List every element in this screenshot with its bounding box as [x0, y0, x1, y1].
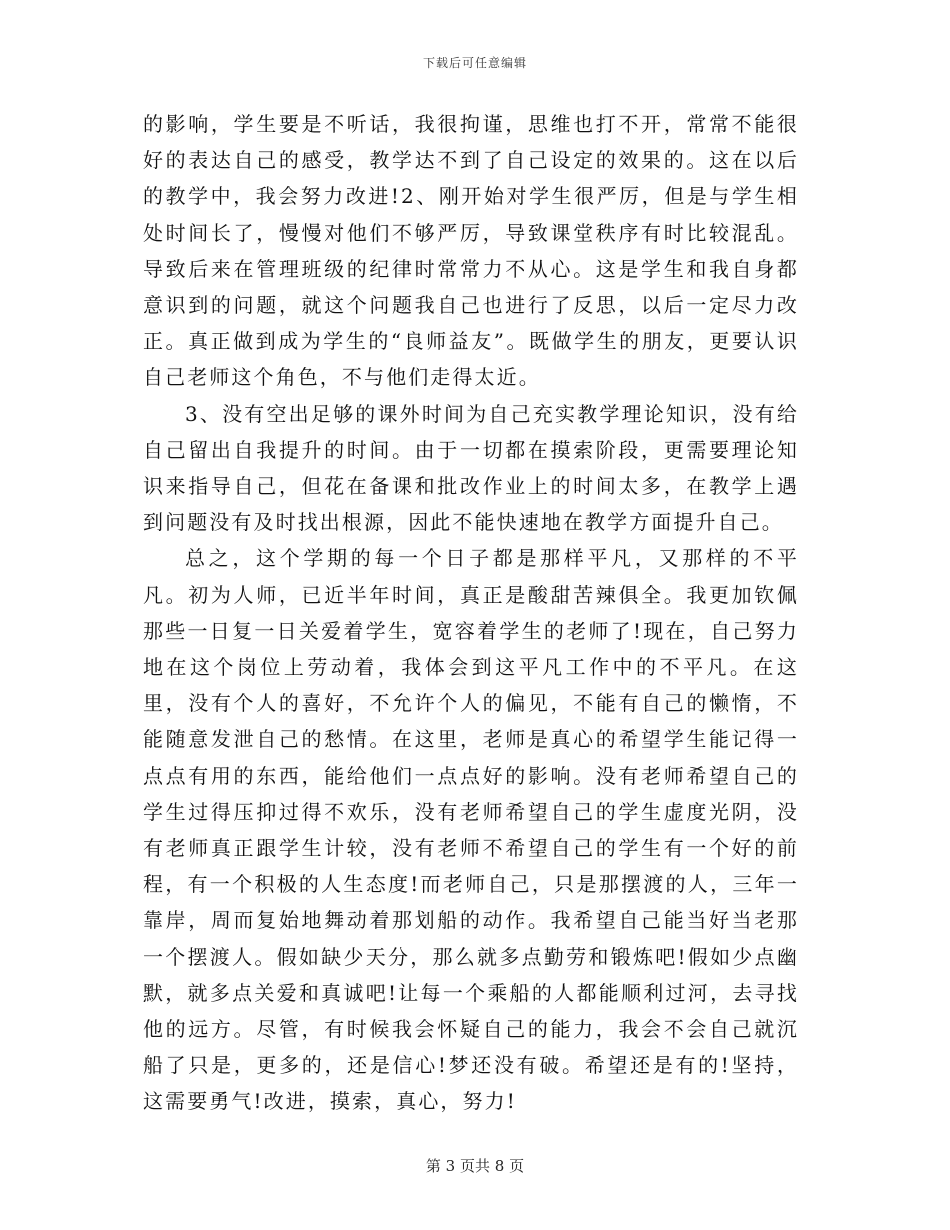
- paragraph-continuation: 的影响，学生要是不听话，我很拘谨，思维也打不开，常常不能很好的表达自己的感受，教学达不到了自己设定的效果的。这在以后的教学中，我会努力改进!2、刚开始对学生很严厉，但是与学生相处时间长了，慢慢对他们不够严厉，导致课堂秩序有时比较混乱。导致后来在管理班级的纪律时常常力不从心。这是学生和我自身都意识到的问题，就这个问题我自己也进行了反思，以后一定尽力改正。真正做到成为学生的“良师益友”。既做学生的朋友，更要认识自己老师这个角色，不与他们走得太近。: [143, 112, 799, 390]
- paragraph-item-3: 3、没有空出足够的课外时间为自己充实教学理论知识，没有给自己留出自我提升的时间。由于一切都在摸索阶段，更需要理论知识来指导自己，但花在备课和批改作业上的时间太多，在教学上遇到问题没有及时找出根源，因此不能快速地在教学方面提升自己。: [143, 401, 799, 535]
- page-number: 第 3 页共 8 页: [425, 1157, 525, 1175]
- paragraph-summary: 总之，这个学期的每一个日子都是那样平凡，又那样的不平凡。初为人师，已近半年时间，真正是酸甜苦辣俱全。我更加钦佩那些一日复一日关爱着学生，宽容着学生的老师了!现在，自己努力地在这个岗位上劳动着，我体会到这平凡工作中的不平凡。在这里，没有个人的喜好，不允许个人的偏见，不能有自己的懒惰，不能随意发泄自己的愁情。在这里，老师是真心的希望学生能记得一点点有用的东西，能给他们一点点好的影响。没有老师希望自己的学生过得压抑过得不欢乐，没有老师希望自己的学生虚度光阴，没有老师真正跟学生计较，没有老师不希望自己的学生有一个好的前程，有一个积极的人生态度!而老师自己，只是那摆渡的人，三年一靠岸，周而复始地舞动着那划船的动作。我希望自己能当好当老那一个摆渡人。假如缺少天分，那么就多点勤劳和锻炼吧!假如少点幽默，就多点关爱和真诚吧!让每一个乘船的人都能顺利过河，去寻找他的远方。尽管，有时候我会怀疑自己的能力，我会不会自己就沉船了只是，更多的，还是信心!梦还没有破。希望还是有的!坚持，这需要勇气!改进，摸索，真心，努力!: [143, 546, 799, 1114]
- document-body: [143, 106, 799, 1120]
- page-header: 下载后可任意编辑: [422, 56, 527, 70]
